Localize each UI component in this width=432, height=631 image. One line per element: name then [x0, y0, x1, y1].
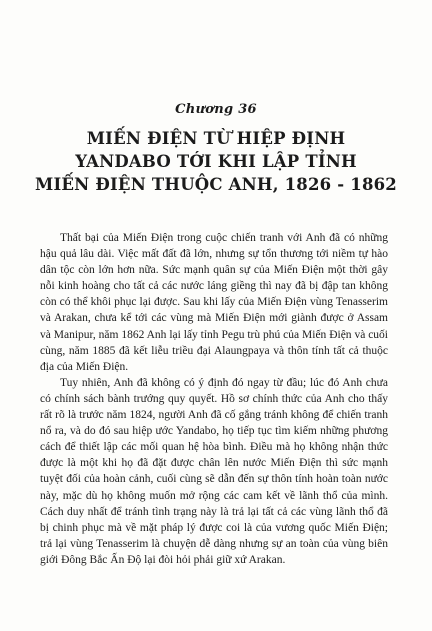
chapter-title: [0, 127, 432, 196]
chapter-body: [40, 230, 388, 568]
paragraph-1: Thất bại của Miến Điện trong cuộc chiến tranh với Anh đã có những hậu quả lâu dài. Việc mất đất đã lớn, nhưng sự tổn thương tới niềm tự hào dân tộc còn lớn hơn nữa. Sức mạnh quân sự của Miến Điện một thời gây nỗi kinh hoàng cho tất cả các nước láng giềng thì nay đã bị đập tan không còn có thể khôi phục lại được. Sau khi lấy của Miến Điện vùng Tenasserim và Arakan, chưa kể tới các vùng mà Miến Điện mới giành được ở Assam và Manipur, năm 1862 Anh lại lấy tỉnh Pegu trù phú của Miến Điện và cuối cùng, năm 1885 đã kết liễu triều đại Alaungpaya và thôn tính tất cả thuộc địa của Miến Điện.: [40, 232, 388, 373]
chapter-title-line-1: MIẾN ĐIỆN TỪ HIỆP ĐỊNH: [86, 129, 346, 148]
paragraph-2: Tuy nhiên, Anh đã không có ý định đó ngay từ đầu; lúc đó Anh chưa có chính sách bành trướng quy quyết. Hồ sơ chính thức của Anh cho thấy rất rõ là trước năm 1824, người Anh đã cố gắng tránh không để chiến tranh nổ ra, và do đó sau hiệp ước Yandabo, họ tiếp tục tìm kiếm những phương cách để thiết lập các mối quan hệ hòa bình. Điều mà họ không nhận thức được là một khi họ đã đặt được chân lên nước Miến Điện thì sức mạnh tuyệt đối của hoàn cảnh, cuối cùng sẽ dẫn đến sự thôn tính hoàn toàn nước này, mặc dù họ không muốn mở rộng các cam kết về lãnh thổ của mình. Cách duy nhất để tránh tình trạng này là trả lại tất cả các vùng lãnh thổ đã bị chinh phục mà về mặt pháp lý được coi là của vương quốc Miến Điện; trả lại vùng Tenasserim là chuyện dễ dàng nhưng sự an toàn của vùng biên giới Đông Bắc Ấn Độ lại đòi hỏi phải giữ xứ Arakan.: [40, 376, 388, 566]
chapter-title-line-2: YANDABO TỚI KHI LẬP TỈNH: [75, 152, 357, 171]
chapter-title-line-3: MIẾN ĐIỆN THUỘC ANH, 1826 - 1862: [35, 175, 397, 194]
chapter-label: Chương 36: [175, 102, 257, 117]
